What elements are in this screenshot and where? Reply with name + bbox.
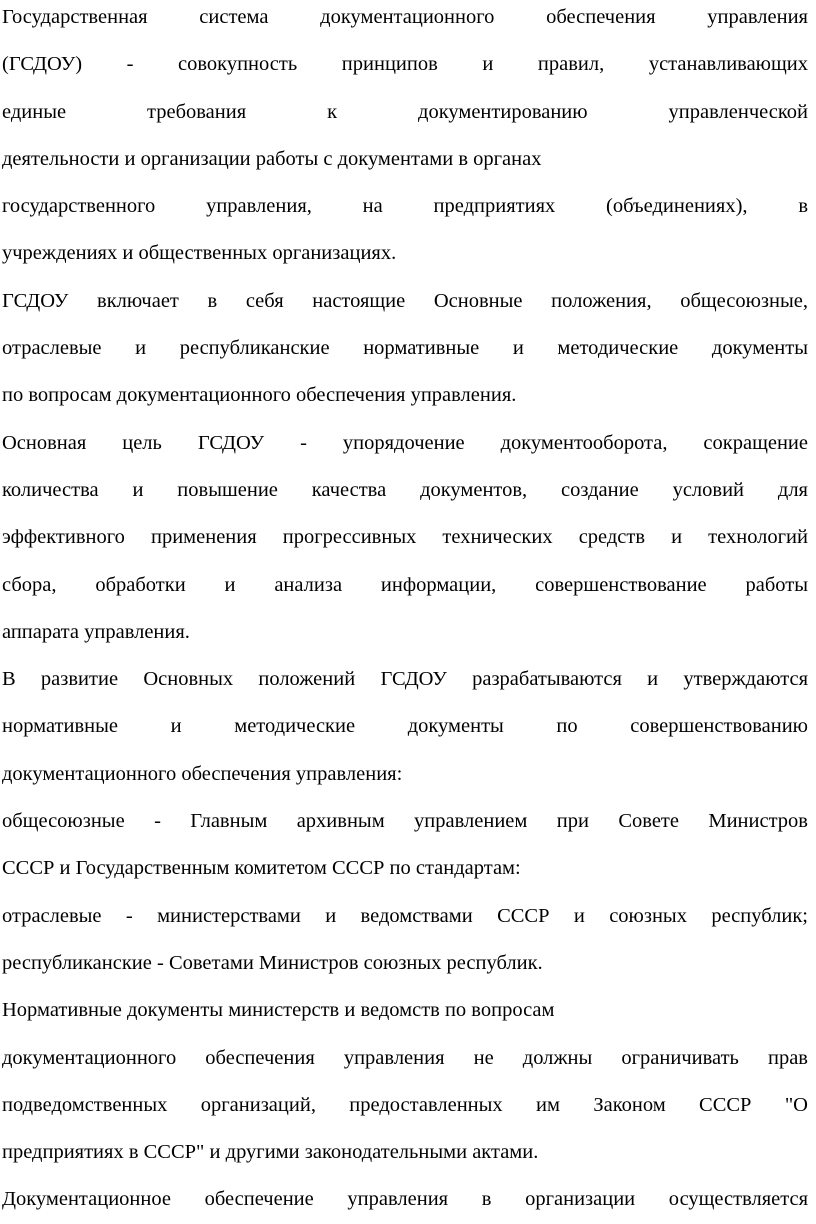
text-line: количества и повышение качества документов, создание условий для: [2, 478, 808, 501]
text-line: Основная цель ГСДОУ - упорядочение документооборота, сокращение: [2, 431, 808, 454]
text-line: СССР и Государственным комитетом СССР по стандартам:: [2, 857, 521, 880]
text-line: сбора, обработки и анализа информации, совершенствование работы: [2, 573, 808, 596]
text-line: (ГСДОУ) - совокупность принципов и правил, устанавливающих: [2, 53, 808, 76]
text-line: общесоюзные - Главным архивным управлением при Совете Министров: [2, 810, 808, 833]
text-line: единые требования к документированию управленческой: [2, 100, 808, 123]
text-line: аппарата управления.: [2, 620, 190, 643]
text-line: Нормативные документы министерств и ведомств по вопросам: [2, 999, 555, 1022]
text-line: В развитие Основных положений ГСДОУ разрабатываются и утверждаются: [2, 668, 808, 691]
text-line: учреждениях и общественных организациях.: [2, 242, 397, 265]
text-line: Документационное обеспечение управления в организации осуществляется: [2, 1188, 808, 1211]
text-line: республиканские - Советами Министров союзных республик.: [2, 951, 543, 974]
text-line: отраслевые - министерствами и ведомствами СССР и союзных республик;: [2, 904, 808, 927]
text-line: отраслевые и республиканские нормативные и методические документы: [2, 337, 808, 360]
text-line: нормативные и методические документы по совершенствованию: [2, 715, 808, 738]
text-line: деятельности и организации работы с документами в органах: [2, 147, 542, 170]
text-line: ГСДОУ включает в себя настоящие Основные положения, общесоюзные,: [2, 289, 808, 312]
text-line: государственного управления, на предприятиях (объединениях), в: [2, 195, 808, 218]
text-line: Государственная система документационного обеспечения управления: [2, 6, 808, 28]
text-line: документационного обеспечения управления не должны ограничивать прав: [2, 1046, 808, 1069]
text-line: документационного обеспечения управления:: [2, 762, 403, 785]
text-line: предприятиях в СССР" и другими законодательными актами.: [2, 1141, 539, 1164]
text-line: эффективного применения прогрессивных технических средств и технологий: [2, 526, 808, 549]
text-line: подведомственных организаций, предоставленных им Законом СССР "О: [2, 1093, 808, 1116]
text-line: по вопросам документационного обеспечения управления.: [2, 384, 517, 407]
